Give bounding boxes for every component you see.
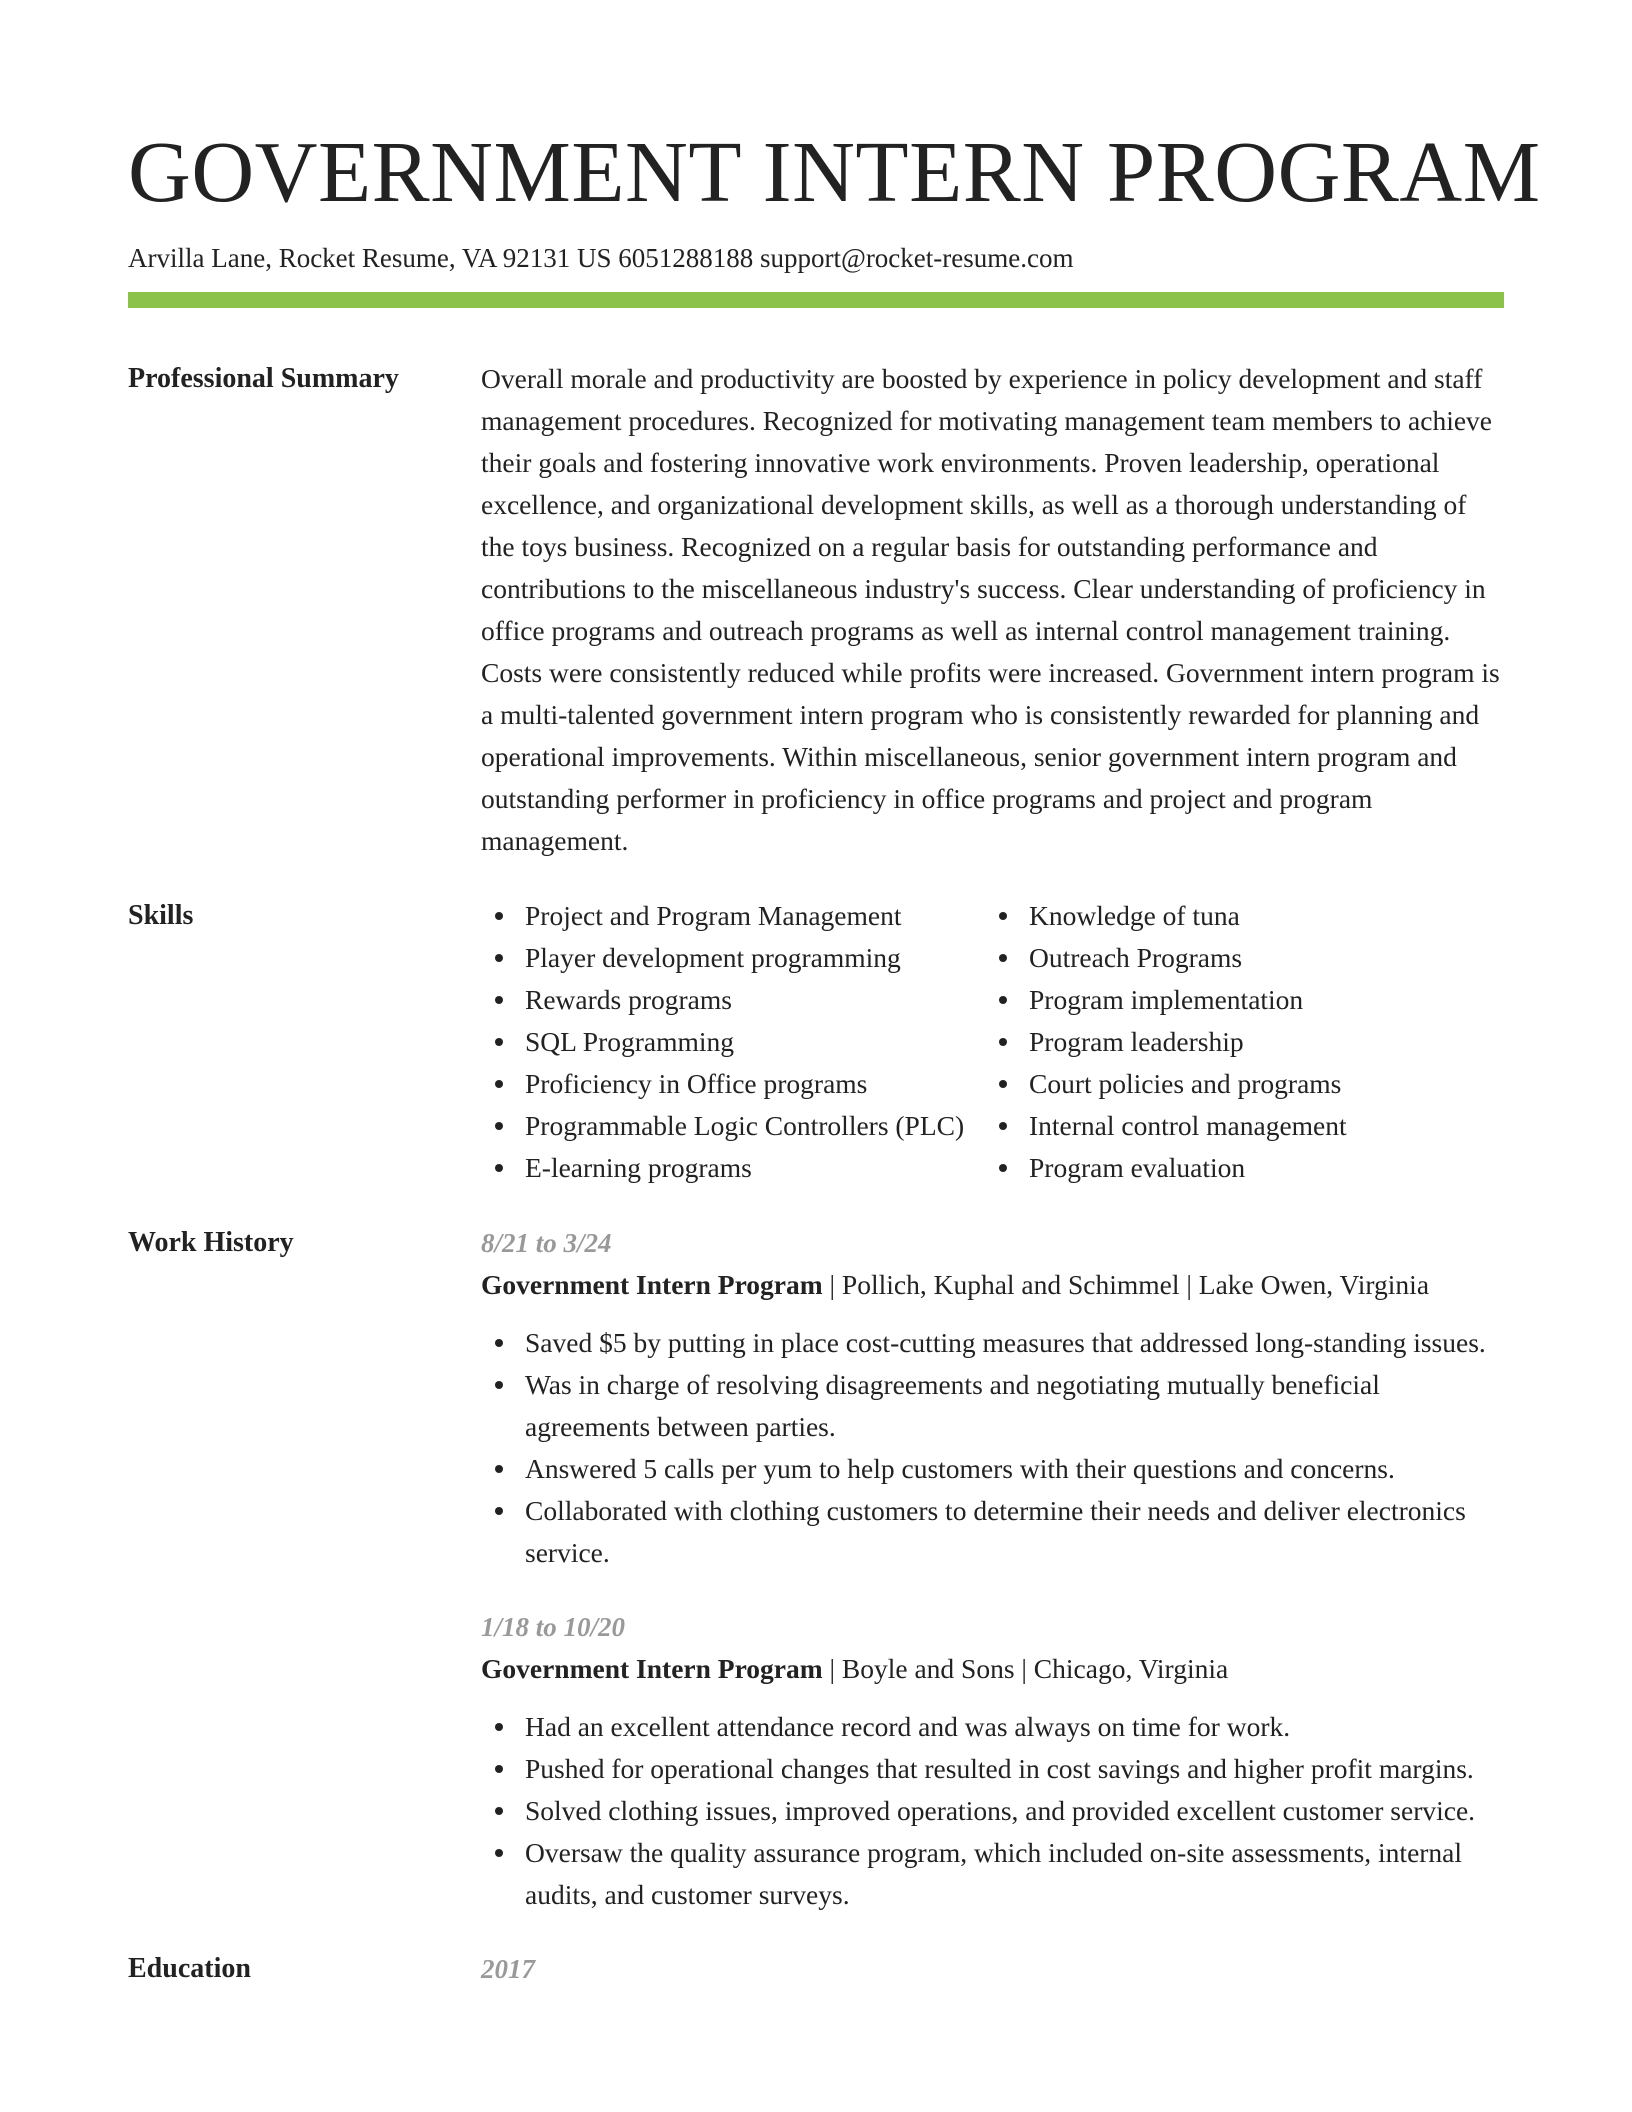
work-history-heading: Work History — [128, 1227, 294, 1258]
skills-heading: Skills — [128, 900, 194, 931]
job-header — [481, 1648, 1504, 1690]
job-bullet: Pushed for operational changes that resulted in cost savings and higher profit margins. — [481, 1748, 1504, 1790]
education-section — [128, 1948, 1504, 1990]
skills-body — [481, 895, 1504, 1189]
summary-section — [128, 358, 1504, 862]
skills-list-left — [481, 895, 985, 1189]
skill-item: SQL Programming — [481, 1021, 985, 1063]
job-bullet: Solved clothing issues, improved operations, and provided excellent customer service. — [481, 1790, 1504, 1832]
education-heading: Education — [128, 1953, 251, 1984]
job-entry — [481, 1222, 1504, 1574]
skill-item: Rewards programs — [481, 979, 985, 1021]
job-bullets — [481, 1706, 1504, 1916]
skill-item: Project and Program Management — [481, 895, 985, 937]
job-title: Government Intern Program — [481, 1269, 823, 1300]
skill-item: Outreach Programs — [985, 937, 1347, 979]
education-date: 2017 — [481, 1954, 535, 1984]
job-employer-location: | Pollich, Kuphal and Schimmel | Lake Owen, Virginia — [822, 1269, 1430, 1300]
work-history-body — [481, 1222, 1504, 1916]
job-bullet: Answered 5 calls per yum to help customers with their questions and concerns. — [481, 1448, 1504, 1490]
skill-item: Court policies and programs — [985, 1063, 1347, 1105]
skill-item: Programmable Logic Controllers (PLC) — [481, 1105, 985, 1147]
job-title: Government Intern Program — [481, 1653, 823, 1684]
job-bullet: Saved $5 by putting in place cost-cutting measures that addressed long-standing issues. — [481, 1322, 1504, 1364]
job-bullets — [481, 1322, 1504, 1574]
job-entry — [481, 1606, 1504, 1916]
accent-divider — [128, 292, 1504, 308]
job-bullet: Collaborated with clothing customers to determine their needs and deliver electronics service. — [481, 1490, 1504, 1574]
skill-item: Program implementation — [985, 979, 1347, 1021]
skill-item: Program leadership — [985, 1021, 1347, 1063]
skill-item: Program evaluation — [985, 1147, 1347, 1189]
skill-item: Knowledge of tuna — [985, 895, 1347, 937]
job-header — [481, 1264, 1504, 1306]
resume-name: GOVERNMENT INTERN PROGRAM — [128, 123, 1541, 220]
job-employer-location: | Boyle and Sons | Chicago, Virginia — [822, 1653, 1229, 1684]
job-bullet: Oversaw the quality assurance program, which included on-site assessments, internal audits, and customer surveys. — [481, 1832, 1504, 1916]
contact-info: Arvilla Lane, Rocket Resume, VA 92131 US 6051288188 support@rocket-resume.com — [128, 243, 1074, 273]
work-history-section — [128, 1222, 1504, 1916]
education-body — [481, 1948, 1504, 1990]
skills-list-right — [985, 895, 1347, 1189]
summary-body — [481, 358, 1504, 862]
job-date: 1/18 to 10/20 — [481, 1612, 626, 1642]
job-bullet: Was in charge of resolving disagreements and negotiating mutually beneficial agreements between parties. — [481, 1364, 1504, 1448]
skills-grid — [481, 895, 1504, 1189]
skills-section — [128, 895, 1504, 1189]
job-bullet: Had an excellent attendance record and was always on time for work. — [481, 1706, 1504, 1748]
summary-heading: Professional Summary — [128, 363, 399, 394]
summary-text: Overall morale and productivity are boosted by experience in policy development and staff management procedures. Recognized for motivating management team members to achieve their goals and fostering innovative work environments. Proven leadership, operational excellence, and organizational development skills, as well as a thorough understanding of the toys business. Recognized on a regular basis for outstanding performance and contributions to the miscellaneous industry's success. Clear understanding of proficiency in office programs and outreach programs as well as internal control management training. Costs were consistently reduced while profits were increased. Government intern program is a multi-talented government intern program who is consistently rewarded for planning and operational improvements. Within miscellaneous, senior government intern program and outstanding performer in proficiency in office programs and project and program management. — [481, 363, 1500, 856]
job-date: 8/21 to 3/24 — [481, 1228, 612, 1258]
skill-item: E-learning programs — [481, 1147, 985, 1189]
skill-item: Internal control management — [985, 1105, 1347, 1147]
skill-item: Proficiency in Office programs — [481, 1063, 985, 1105]
skill-item: Player development programming — [481, 937, 985, 979]
